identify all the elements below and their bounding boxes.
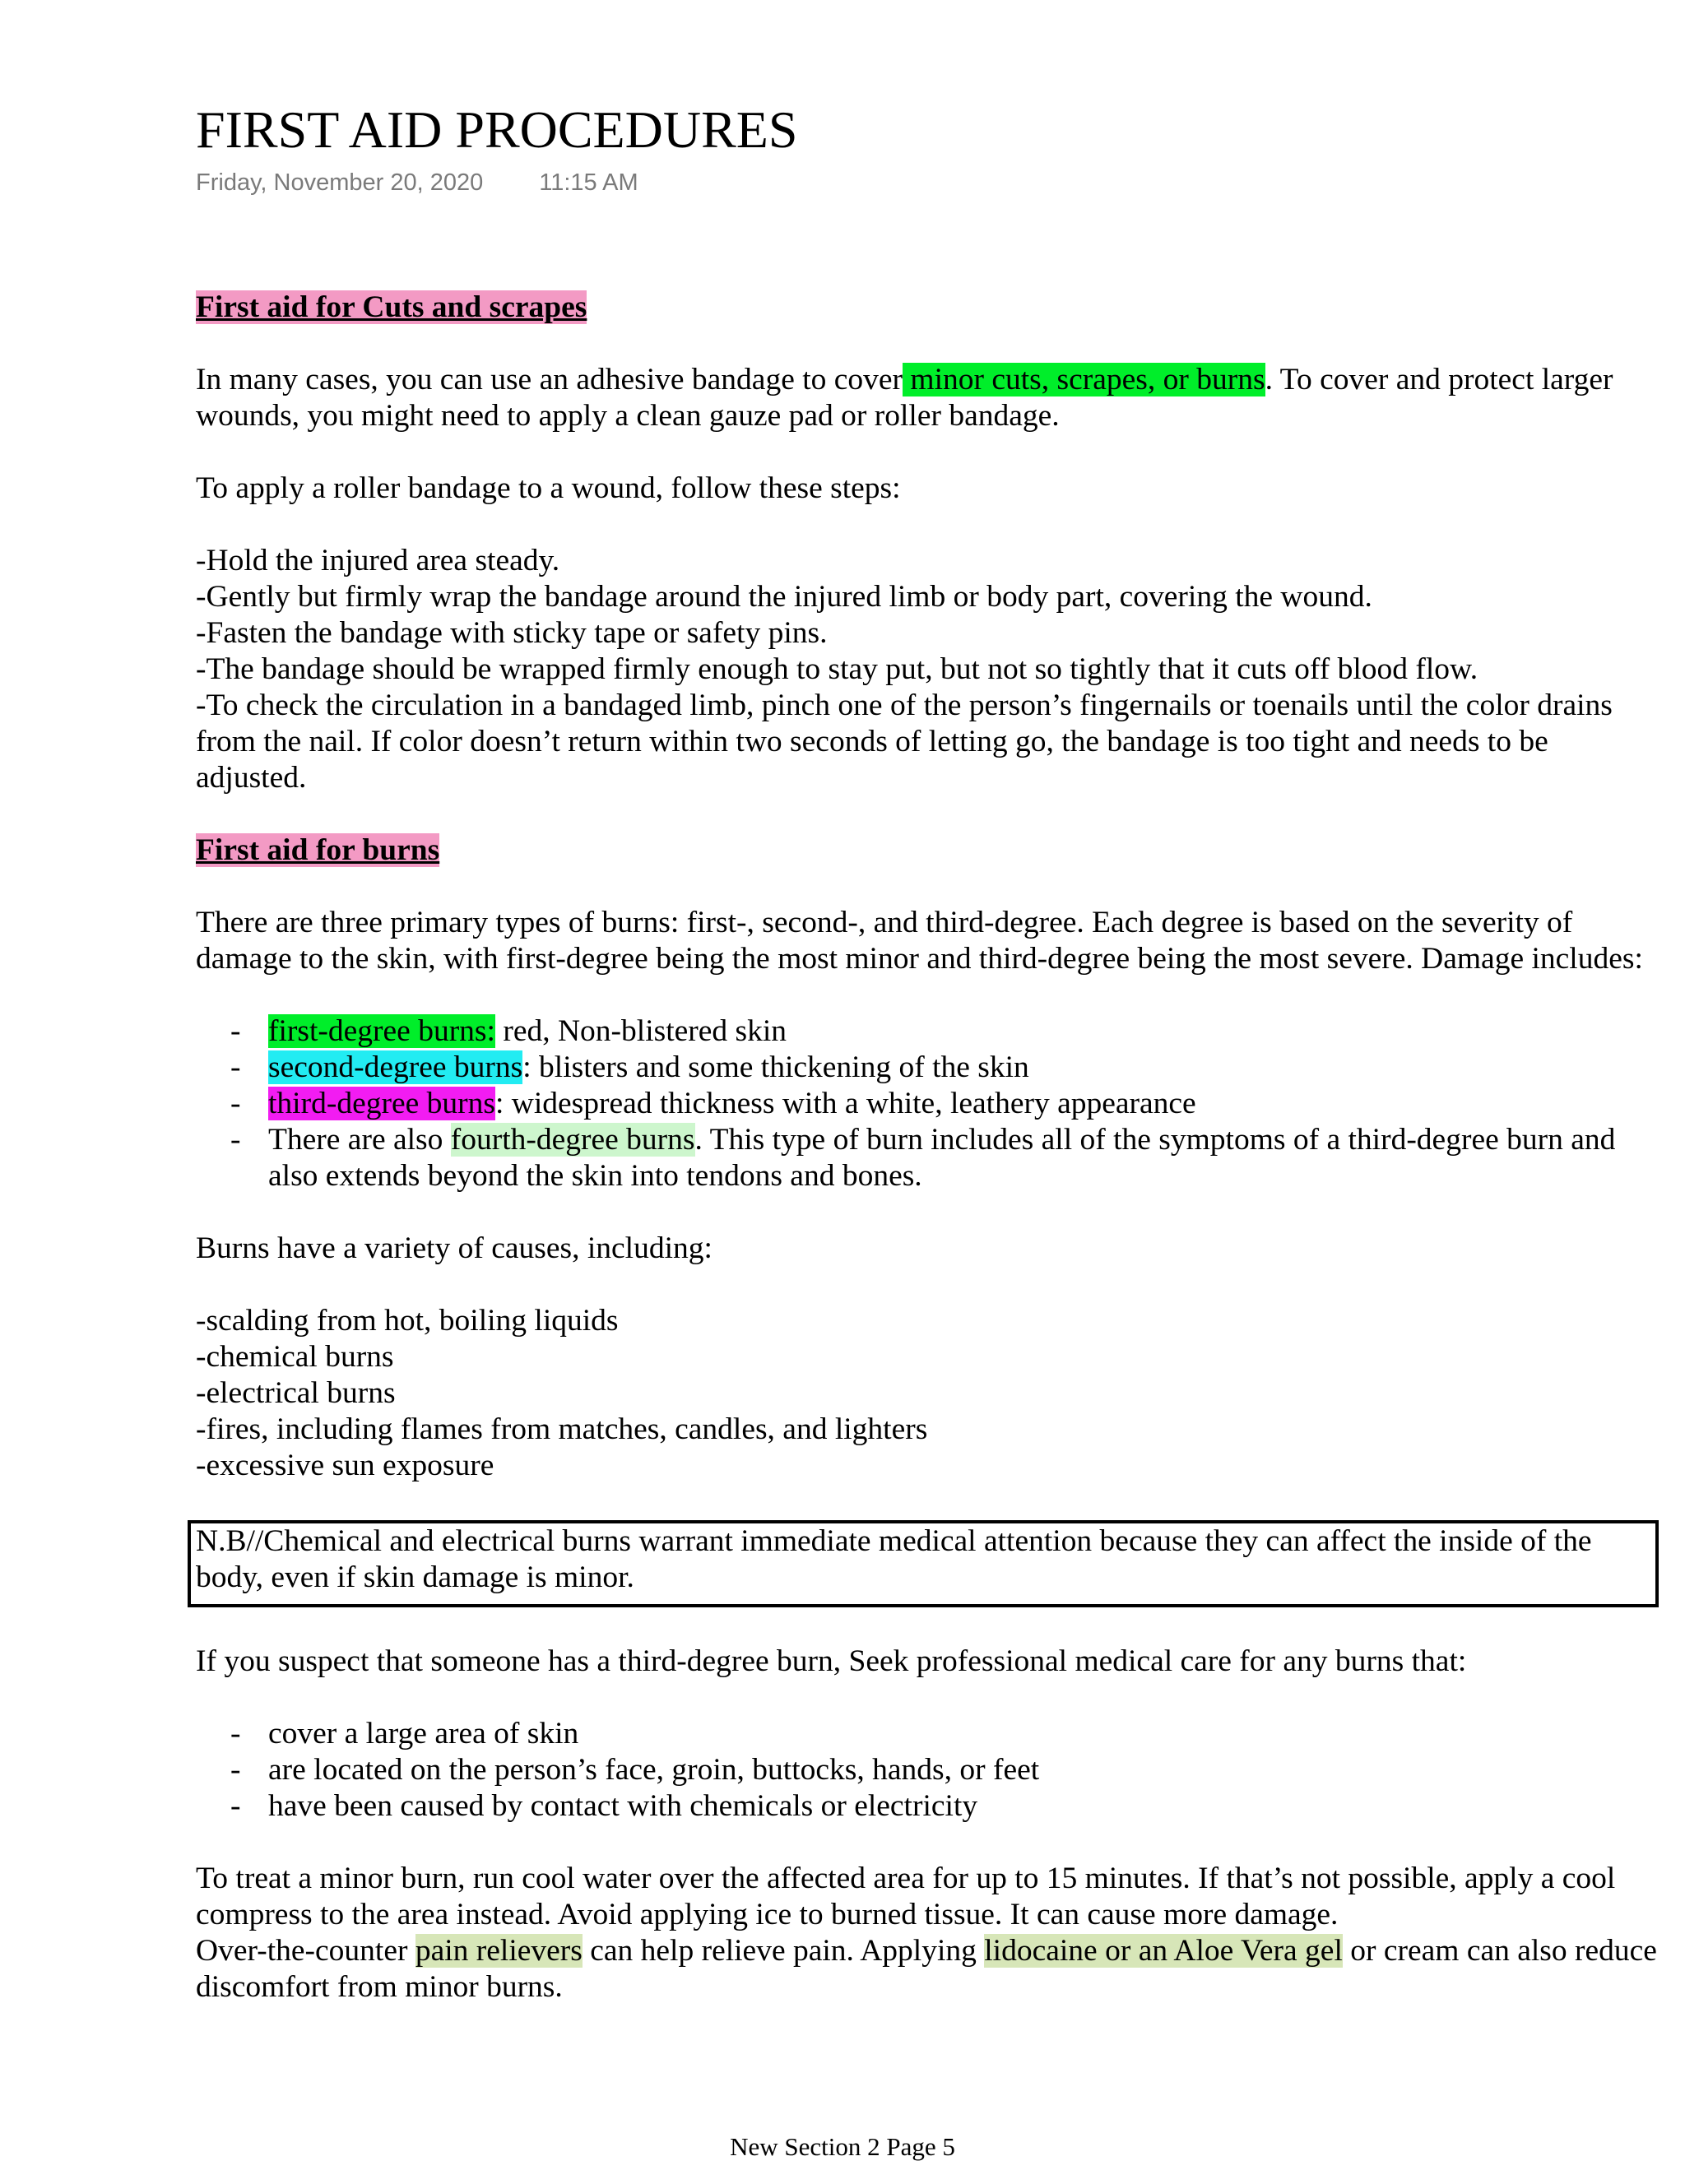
- burns-heading: First aid for burns: [196, 833, 440, 867]
- highlight-second-degree: second-degree burns: [268, 1050, 523, 1084]
- seek-care-item: have been caused by contact with chemicals or electricity: [268, 1789, 978, 1823]
- treatment-paragraph: [196, 1861, 1660, 2005]
- burn-types-list: [196, 1013, 1660, 1194]
- treatment-text: or cream can also reduce discomfort from minor burns.: [196, 1934, 1657, 2004]
- cuts-heading: First aid for Cuts and scrapes: [196, 290, 587, 324]
- highlight-fourth-degree: fourth-degree burns: [450, 1123, 695, 1157]
- page-time: 11:15 AM: [539, 169, 638, 196]
- list-item: [196, 1716, 1660, 1752]
- burn-type-description: : widespread thickness with a white, leathery appearance: [494, 1087, 1196, 1120]
- page-content: [196, 290, 1660, 2005]
- list-dash: -: [230, 1717, 241, 1750]
- list-dash: -: [230, 1087, 241, 1120]
- list-item: [196, 1013, 1660, 1050]
- list-dash: -: [230, 1050, 241, 1084]
- highlight-pain-relievers: pain relievers: [415, 1934, 583, 1968]
- steps-intro: To apply a roller bandage to a wound, follow these steps:: [196, 471, 901, 505]
- list-item: [196, 1086, 1660, 1122]
- step-item: -Gently but firmly wrap the bandage around the injured limb or body part, covering the wound.: [196, 580, 1372, 614]
- step-item: -Fasten the bandage with sticky tape or safety pins.: [196, 616, 828, 650]
- burn-type-description: red, Non-blistered skin: [494, 1014, 787, 1048]
- seek-care-item: cover a large area of skin: [268, 1717, 579, 1750]
- step-item: -To check the circulation in a bandaged limb, pinch one of the person’s fingernails or toenails until the color drains from the nail. If color doesn’t return within two seconds of letting go, the bandage is too tight and needs to be adjusted.: [196, 689, 1613, 795]
- list-dash: -: [230, 1123, 241, 1157]
- cause-item: -electrical burns: [196, 1376, 396, 1410]
- list-item: [196, 1122, 1660, 1194]
- highlight-minor-cuts: minor cuts, scrapes, or burns: [903, 363, 1265, 396]
- cause-item: -fires, including flames from matches, candles, and lighters: [196, 1412, 928, 1446]
- burn-type-prefix: There are also: [268, 1123, 451, 1157]
- list-item: [196, 1788, 1660, 1825]
- treatment-text: can help relieve pain. Applying: [582, 1934, 985, 1968]
- cuts-intro-text-end: . To cover and protect larger wounds, you might need to apply a clean gauze pad or roller bandage.: [196, 363, 1613, 433]
- page-title: FIRST AID PROCEDURES: [196, 100, 798, 159]
- causes-intro: Burns have a variety of causes, including:: [196, 1231, 713, 1265]
- cuts-intro: [196, 362, 1660, 434]
- cuts-intro-text: In many cases, you can use an adhesive bandage to cover: [196, 363, 903, 396]
- cause-item: -chemical burns: [196, 1340, 394, 1374]
- highlight-lidocaine: lidocaine or an Aloe Vera gel: [984, 1934, 1343, 1968]
- highlight-first-degree: first-degree burns:: [268, 1014, 495, 1048]
- seek-care-intro: If you suspect that someone has a third-degree burn, Seek professional medical care for any burns that:: [196, 1644, 1467, 1678]
- treatment-text: To treat a minor burn, run cool water over the affected area for up to 15 minutes. If that’s not possible, apply a cool compress to the area instead. Avoid applying ice to burned tissue. It can cause more damage.: [196, 1862, 1616, 1931]
- note-box: [188, 1520, 1659, 1607]
- page-date: Friday, November 20, 2020: [196, 169, 484, 196]
- step-item: -The bandage should be wrapped firmly enough to stay put, but not so tightly that it cuts off blood flow.: [196, 652, 1478, 686]
- list-item: [196, 1752, 1660, 1788]
- list-dash: -: [230, 1789, 241, 1823]
- note-text: N.B//Chemical and electrical burns warrant immediate medical attention because they can affect the inside of the body, even if skin damage is minor.: [196, 1524, 1592, 1594]
- seek-care-item: are located on the person’s face, groin, buttocks, hands, or feet: [268, 1753, 1040, 1787]
- cause-item: -excessive sun exposure: [196, 1449, 494, 1482]
- burns-heading-paragraph: [196, 832, 1660, 869]
- page-metadata: [196, 169, 638, 197]
- page-footer: New Section 2 Page 5: [730, 2132, 955, 2161]
- cause-item: -scalding from hot, boiling liquids: [196, 1304, 619, 1338]
- list-item: [196, 1050, 1660, 1086]
- cuts-heading-paragraph: [196, 290, 1660, 326]
- burn-type-description: . This type of burn includes all of the symptoms of a third-degree burn and also extends beyond the skin into tendons and bones.: [268, 1123, 1616, 1193]
- list-dash: -: [230, 1753, 241, 1787]
- highlight-third-degree: third-degree burns: [268, 1087, 495, 1120]
- seek-care-list: [196, 1716, 1660, 1825]
- burn-type-description: : blisters and some thickening of the skin: [522, 1050, 1029, 1084]
- treatment-text: Over-the-counter: [196, 1934, 415, 1968]
- burns-intro: There are three primary types of burns: first-, second-, and third-degree. Each degree is based on the severity of damage to the skin, with first-degree being the most minor and third-degree being the most severe. Damage includes:: [196, 906, 1643, 976]
- step-item: -Hold the injured area steady.: [196, 544, 560, 577]
- list-dash: -: [230, 1014, 241, 1048]
